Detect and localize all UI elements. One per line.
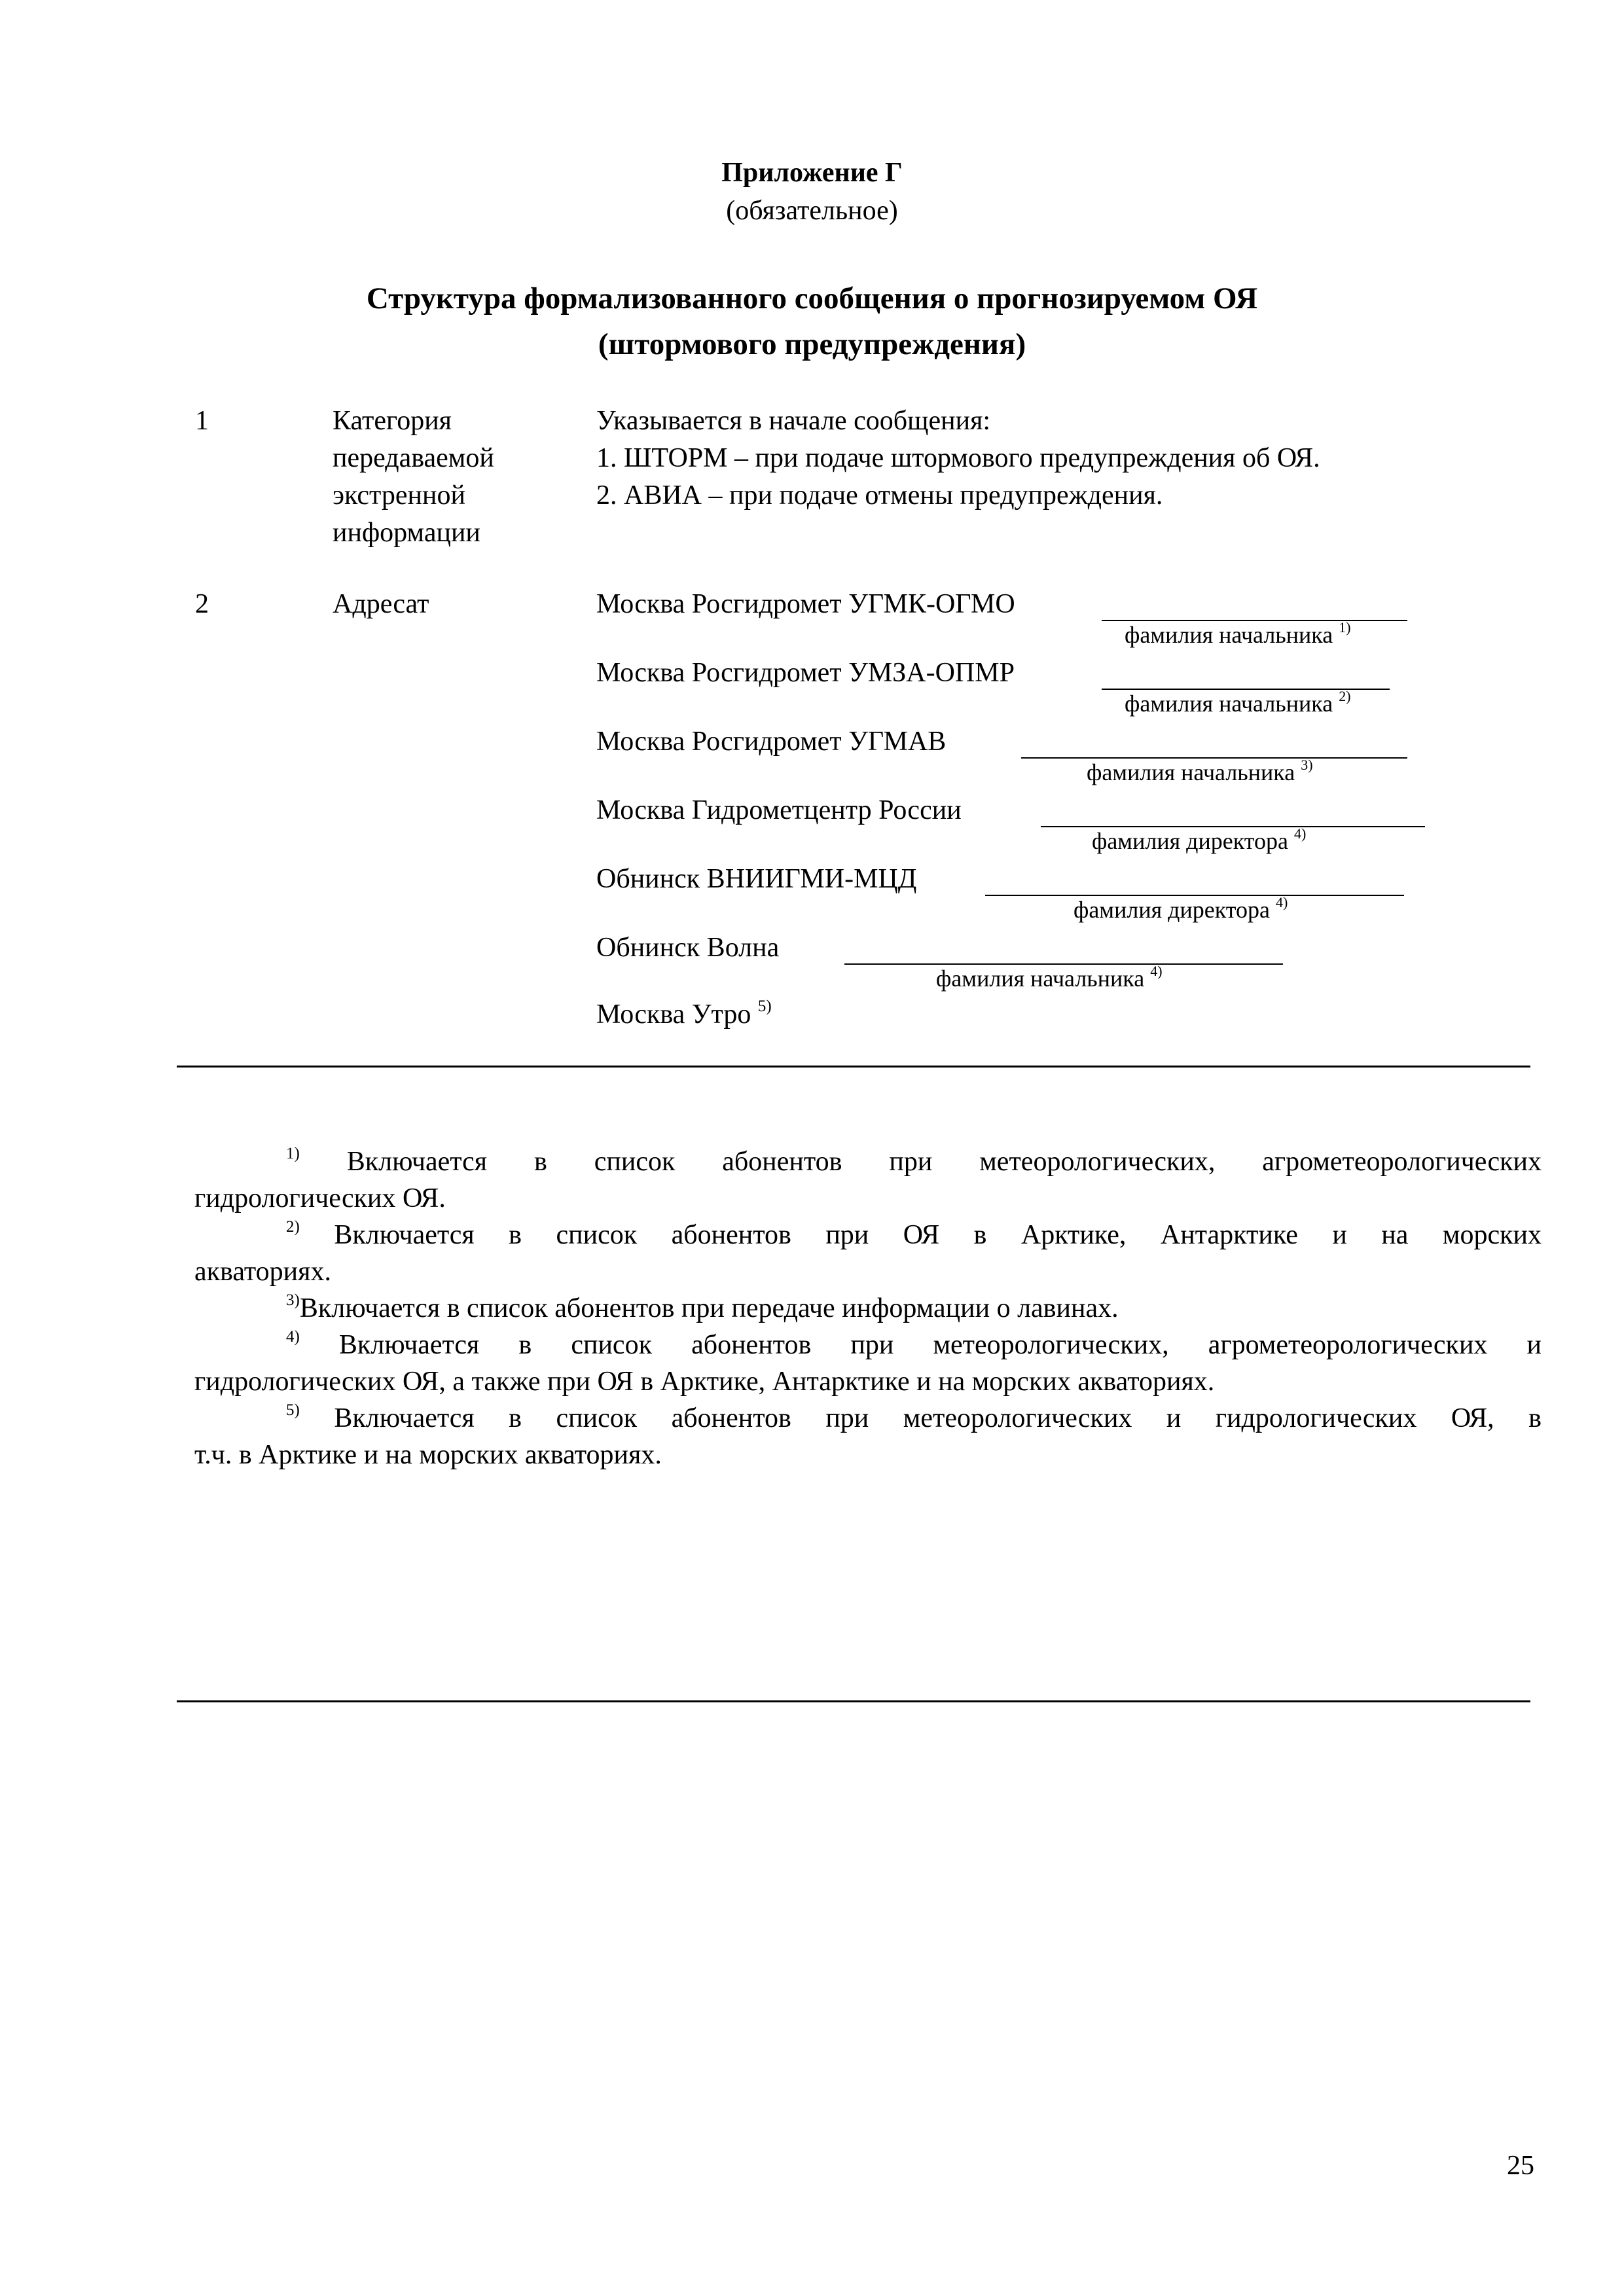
signature-caption: фамилия начальника $^{2)}$ xyxy=(1125,688,1351,717)
addressee-name: Москва Росгидромет УГМК-ОГМО xyxy=(596,589,1015,619)
addressee-name: Обнинск ВНИИГМИ-МЦД xyxy=(596,864,917,894)
page-title-continuation: (штормового предупреждения) xyxy=(598,327,1026,361)
page-title: Структура формализованного сообщения о прогнозируемом ОЯ xyxy=(366,281,1258,315)
signature-caption: фамилия директора $^{4)}$ xyxy=(1074,894,1288,923)
footnote-3: $^{3)}$Включается в список абонентов при передаче информации о лавинах. xyxy=(286,1291,1119,1323)
footnote-5: $^{5)}$ Включается в список абонентов при метеорологических и гидрологических ОЯ, в xyxy=(286,1401,1542,1433)
section-divider xyxy=(177,1066,1530,1067)
footnote-2: $^{2)}$ Включается в список абонентов при ОЯ в Арктике, Антарктике и на морских xyxy=(286,1218,1542,1250)
footnote-1-continuation: гидрологических ОЯ. xyxy=(194,1183,446,1213)
footnote-2-continuation: акваториях. xyxy=(194,1257,331,1287)
footnote-4-continuation: гидрологических ОЯ, а также при ОЯ в Арктике, Антарктике и на морских акваториях. xyxy=(194,1367,1215,1397)
row-description-line: 2. АВИА – при подаче отмены предупреждения. xyxy=(596,480,1163,511)
addressee-name: Москва Росгидромет УГМАВ xyxy=(596,726,947,757)
row-description-line: 1. ШТОРМ – при подаче штормового предупреждения об ОЯ. xyxy=(596,443,1320,473)
bottom-divider xyxy=(177,1700,1530,1702)
row-label-line: Категория xyxy=(333,406,452,436)
row-number: 2 xyxy=(195,589,209,619)
addressee-name: Обнинск Волна xyxy=(596,933,780,963)
addressee-name: Москва Утро $^{5)}$ xyxy=(596,997,772,1030)
signature-caption: фамилия начальника $^{1)}$ xyxy=(1125,619,1351,648)
row-label-line: экстренной xyxy=(333,480,465,511)
row-description-line: Указывается в начале сообщения: xyxy=(596,406,991,436)
row-label-line: информации xyxy=(333,518,480,548)
addressee-name: Москва Гидрометцентр России xyxy=(596,795,962,825)
appendix-title: Приложение Г xyxy=(721,158,903,188)
row-label: Адресат xyxy=(333,589,429,619)
signature-caption: фамилия начальника $^{3)}$ xyxy=(1087,757,1313,785)
row-label-line: передаваемой xyxy=(333,443,494,473)
footnote-5-continuation: т.ч. в Арктике и на морских акваториях. xyxy=(194,1440,662,1470)
footnotes xyxy=(194,1143,1542,1473)
footnote-4: $^{4)}$ Включается в список абонентов при метеорологических, агрометеорологических и xyxy=(286,1328,1542,1360)
addressee-name: Москва Росгидромет УМЗА-ОПМР xyxy=(596,658,1015,688)
signature-caption: фамилия начальника $^{4)}$ xyxy=(936,963,1163,992)
row-number: 1 xyxy=(195,406,209,436)
footnote-1: $^{1)}$ Включается в список абонентов при метеорологических, агрометеорологических xyxy=(286,1145,1542,1177)
signature-caption: фамилия директора $^{4)}$ xyxy=(1092,825,1307,854)
page-number: 25 xyxy=(1507,2151,1534,2181)
appendix-subtitle: (обязательное) xyxy=(726,196,898,226)
